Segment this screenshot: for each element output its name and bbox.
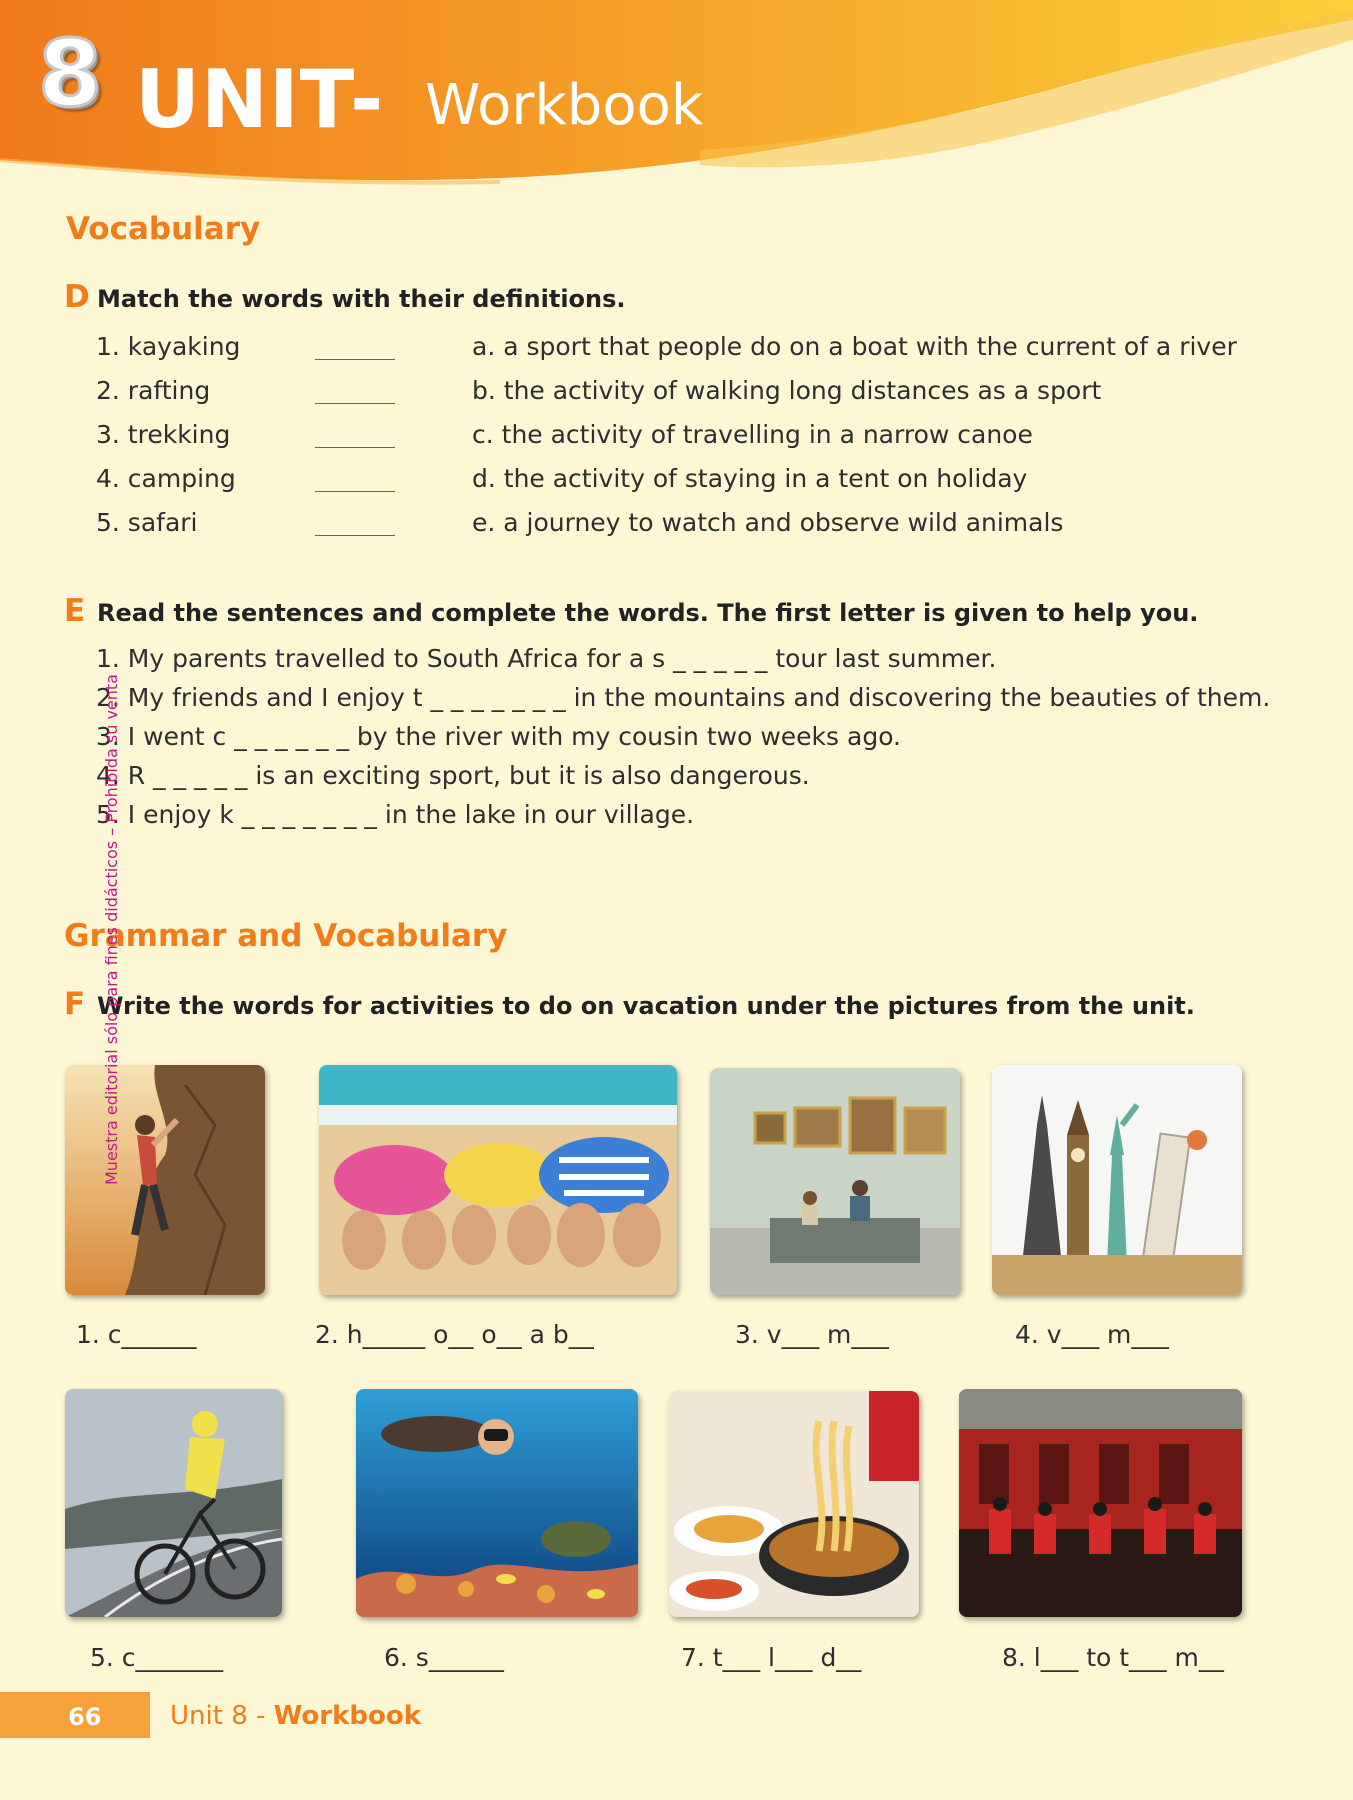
- caption-5: 5. c_______: [90, 1643, 224, 1672]
- exercise-letter-f: F: [64, 986, 86, 1022]
- unit-number: 8: [38, 20, 103, 127]
- exercise-e-instruction: Read the sentences and complete the words. The first letter is given to help you.: [97, 599, 1199, 627]
- exercise-letter-d: D: [64, 279, 90, 315]
- exercise-f-instruction: Write the words for activities to do on vacation under the pictures from the unit.: [97, 992, 1195, 1020]
- caption-2: 2. h_____ o__ o__ a b__: [315, 1320, 594, 1349]
- section-title-vocabulary: Vocabulary: [66, 211, 261, 247]
- unit-dash: -: [350, 53, 385, 146]
- exercise-d-instruction: Match the words with their definitions.: [97, 285, 626, 313]
- page-number: 66: [68, 1703, 102, 1731]
- beach-photo: [319, 1065, 677, 1295]
- word-item: 1. kayaking: [96, 332, 241, 361]
- sentence-item: 4. R _ _ _ _ _ is an exciting sport, but it is also dangerous.: [96, 761, 810, 790]
- footer-unit-text: Unit 8 -: [170, 1701, 274, 1731]
- section-title-grammar: Grammar and Vocabulary: [64, 918, 508, 954]
- caption-3: 3. v___ m___: [735, 1320, 889, 1349]
- word-item: 5. safari: [96, 508, 198, 537]
- sentence-item: 5. I enjoy k _ _ _ _ _ _ _ in the lake in our village.: [96, 800, 695, 829]
- definition-item: c. the activity of travelling in a narrow canoe: [472, 420, 1033, 449]
- caption-8: 8. l___ to t___ m__: [1002, 1643, 1224, 1672]
- sentence-item: 1. My parents travelled to South Africa for a s _ _ _ _ _ tour last summer.: [96, 644, 997, 673]
- landmarks-photo: [992, 1065, 1242, 1295]
- word-item: 3. trekking: [96, 420, 231, 449]
- cycling-photo: [65, 1389, 282, 1617]
- sentence-item: 3. I went c _ _ _ _ _ _ by the river with my cousin two weeks ago.: [96, 722, 901, 751]
- caption-6: 6. s______: [384, 1643, 504, 1672]
- answer-blank[interactable]: [315, 403, 395, 404]
- caption-7: 7. t___ l___ d__: [681, 1643, 862, 1672]
- footer-workbook-text: Workbook: [273, 1701, 422, 1731]
- word-item: 4. camping: [96, 464, 236, 493]
- performance-photo: [959, 1389, 1242, 1617]
- definition-item: e. a journey to watch and observe wild animals: [472, 508, 1064, 537]
- answer-blank[interactable]: [315, 535, 395, 536]
- answer-blank[interactable]: [315, 491, 395, 492]
- footer-unit-label: [170, 1701, 421, 1731]
- word-item: 2. rafting: [96, 376, 211, 405]
- sentence-item: 2. My friends and I enjoy t _ _ _ _ _ _ _ in the mountains and discovering the beauties of them.: [96, 683, 1271, 712]
- snorkeling-photo: [356, 1389, 638, 1617]
- climbing-photo: [65, 1065, 265, 1295]
- noodles-photo: [669, 1391, 919, 1617]
- unit-subtitle: Workbook: [425, 73, 704, 138]
- definition-item: a. a sport that people do on a boat with the current of a river: [472, 332, 1237, 361]
- answer-blank[interactable]: [315, 447, 395, 448]
- caption-1: 1. c______: [76, 1320, 197, 1349]
- watermark-text: Muestra editorial sólo para fines didácticos – Prohibida su venta: [102, 674, 121, 1185]
- caption-4: 4. v___ m___: [1015, 1320, 1169, 1349]
- exercise-letter-e: E: [64, 593, 86, 629]
- definition-item: b. the activity of walking long distances as a sport: [472, 376, 1102, 405]
- definition-item: d. the activity of staying in a tent on holiday: [472, 464, 1028, 493]
- answer-blank[interactable]: [315, 359, 395, 360]
- museum-photo: [710, 1068, 960, 1295]
- unit-heading: UNIT: [135, 53, 356, 146]
